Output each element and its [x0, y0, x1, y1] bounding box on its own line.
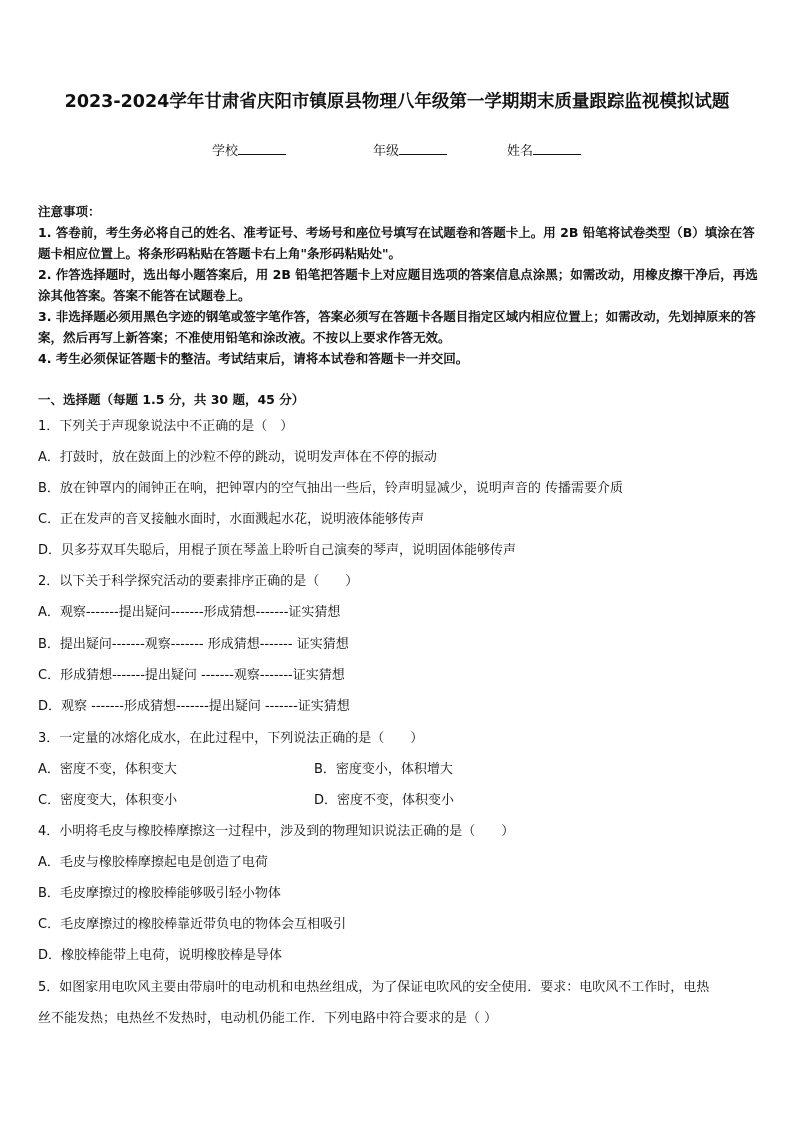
notice-item-1: 1. 答卷前，考生务必将自己的姓名、准考证号、考场号和座位号填写在试题卷和答题卡上。用 2B 铅笔将试卷类型（B）填涂在答题卡相应位置上。将条形码粘贴在答题卡右上角"条形码粘贴处"。 — [38, 225, 755, 261]
q2-option-d: D．观察 -------形成猜想-------提出疑问 -------证实猜想 — [38, 699, 350, 714]
q4-option-c: C．毛皮摩擦过的橡胶棒靠近带负电的物体会互相吸引 — [38, 917, 347, 932]
school-label: 学校 — [212, 144, 239, 159]
grade-label: 年级 — [373, 144, 400, 159]
notice-item-3: 3. 非选择题必须用黑色字迹的钢笔或签字笔作答，答案必须写在答题卡各题目指定区域内相应位置上；如需改动，先划掉原来的答案，然后再写上新答案；不准使用铅笔和涂改液。不按以上要求作答无效。 — [38, 309, 756, 345]
q4-option-d: D．橡胶棒能带上电荷，说明橡胶棒是导体 — [38, 948, 283, 963]
q5-stem-line-2: 丝不能发热；电热丝不发热时，电动机仍能工作．下列电路中符合要求的是（ ） — [38, 1011, 498, 1026]
q1-option-b: B．放在钟罩内的闹钟正在响，把钟罩内的空气抽出一些后，铃声明显减少，说明声音的 传播需要介质 — [38, 481, 624, 496]
q4-option-a: A．毛皮与橡胶棒摩擦起电是创造了电荷 — [38, 855, 268, 870]
q4-stem: 4．小明将毛皮与橡胶棒摩擦这一过程中，涉及到的物理知识说法正确的是（ ） — [38, 824, 515, 839]
q3-option-d: D．密度不变，体积变小 — [314, 793, 455, 808]
q2-option-b: B．提出疑问-------观察------- 形成猜想------- 证实猜想 — [38, 637, 349, 652]
name-label: 姓名 — [507, 144, 534, 159]
grade-blank — [399, 142, 447, 155]
q1-option-d: D．贝多芬双耳失聪后，用棍子顶在琴盖上聆听自己演奏的琴声，说明固体能够传声 — [38, 543, 517, 558]
q1-stem: 1．下列关于声现象说法中不正确的是（ ） — [38, 419, 294, 434]
q5-stem-line-1: 5．如图家用电吹风主要由带扇叶的电动机和电热丝组成，为了保证电吹风的安全使用．要求：电吹风不工作时，电热 — [38, 980, 710, 995]
section-heading: 一、选择题（每题 1.5 分，共 30 题，45 分） — [38, 392, 305, 407]
q3-option-b: B．密度变小，体积增大 — [314, 762, 453, 777]
q2-stem: 2．以下关于科学探究活动的要素排序正确的是（ ） — [38, 574, 359, 589]
name-blank — [533, 142, 581, 155]
notice-item-2: 2. 作答选择题时，选出每小题答案后，用 2B 铅笔把答题卡上对应题目选项的答案信息点涂黑；如需改动，用橡皮擦干净后，再选涂其他答案。答案不能答在试题卷上。 — [38, 267, 758, 303]
q3-option-a: A．密度不变，体积变大 — [38, 762, 177, 777]
school-field — [212, 140, 286, 159]
q1-option-a: A．打鼓时，放在鼓面上的沙粒不停的跳动，说明发声体在不停的振动 — [38, 450, 437, 465]
q4-option-b: B．毛皮摩擦过的橡胶棒能够吸引轻小物体 — [38, 886, 281, 901]
notice-item-4: 4. 考生必须保证答题卡的整洁。考试结束后，请将本试卷和答题卡一并交回。 — [38, 351, 469, 366]
q3-option-c: C．密度变大，体积变小 — [38, 793, 178, 808]
q2-option-a: A．观察-------提出疑问-------形成猜想-------证实猜想 — [38, 605, 341, 620]
q1-option-c: C．正在发声的音叉接触水面时，水面溅起水花，说明液体能够传声 — [38, 512, 425, 527]
notice-block — [38, 201, 758, 369]
grade-field — [373, 140, 447, 159]
notice-heading: 注意事项： — [38, 204, 101, 219]
school-blank — [238, 142, 286, 155]
student-info-row — [0, 140, 794, 160]
exam-title: 2023-2024学年甘肃省庆阳市镇原县物理八年级第一学期期末质量跟踪监视模拟试题 — [64, 92, 730, 112]
name-field — [507, 140, 581, 159]
q2-option-c: C．形成猜想-------提出疑问 -------观察-------证实猜想 — [38, 668, 345, 683]
q3-stem: 3．一定量的冰熔化成水，在此过程中，下列说法正确的是（ ） — [38, 731, 424, 746]
